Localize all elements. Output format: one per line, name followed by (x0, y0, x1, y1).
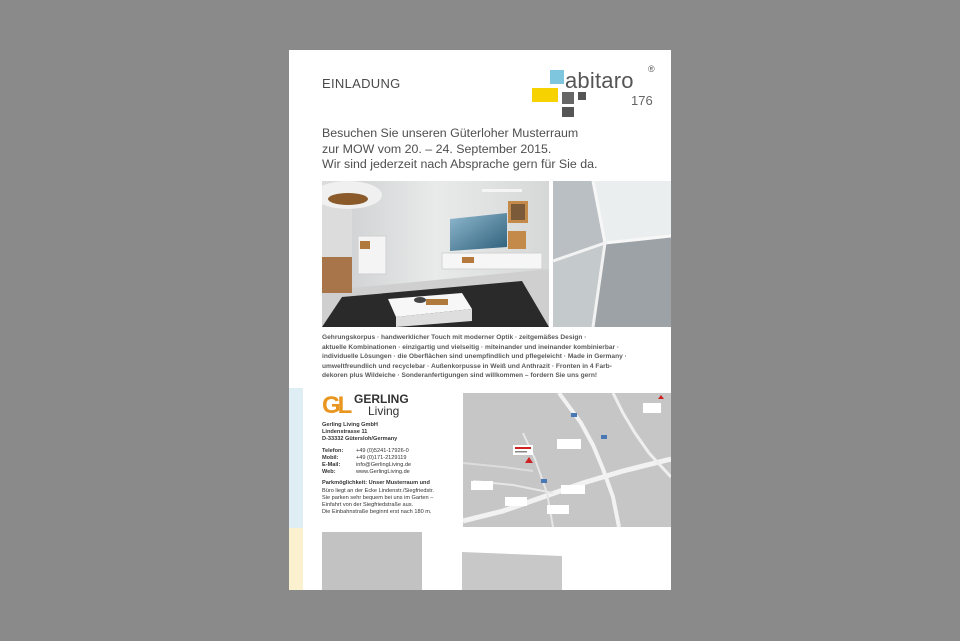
corner-joint-illustration (553, 181, 671, 327)
gerling-subname: Living (368, 404, 400, 418)
gerling-logo-mark: GL (322, 392, 350, 419)
web-row (322, 469, 472, 476)
abitaro-logo (532, 65, 662, 125)
city: D-33332 Gütersloh/Germany (322, 436, 398, 443)
invitation-label: EINLADUNG (322, 76, 401, 91)
headline (322, 126, 662, 173)
gerling-name: GERLING (354, 392, 409, 406)
living-room-illustration (322, 181, 549, 327)
mobile-row (322, 455, 472, 462)
description-line: dekoren plus Wildeiche · Sonderanfertigungen sind willkommen – fordern Sie uns gern! (322, 372, 598, 380)
description-line: umweltfreundlich und recyclebar · Außenkorpusse in Weiß und Anthrazit · Fronten in 4 Farb- (322, 362, 612, 370)
mobile-label: Mobil: (322, 454, 339, 461)
headline-line: zur MOW vom 20. – 24. September 2015. (322, 141, 552, 156)
street: Lindenstrasse 11 (322, 429, 368, 436)
web-label: Web: (322, 469, 336, 476)
email-label: E-Mail: (322, 462, 341, 469)
logo-square-yellow (532, 88, 558, 102)
description-line: Gehrungskorpus · handwerklicher Touch mit moderner Optik · zeitgemäßes Design · (322, 334, 587, 341)
web-link[interactable]: www.GerlingLiving.de (356, 469, 410, 476)
email-link[interactable]: info@GerlingLiving.de (356, 462, 412, 469)
dealer-contact (322, 422, 472, 516)
logo-square-blue (550, 70, 564, 84)
bottom-decor-shapes (322, 532, 667, 590)
invitation-flyer (289, 50, 671, 590)
decor-stripe-yellow (289, 528, 303, 590)
map-illustration (463, 393, 671, 527)
email-row (322, 462, 472, 469)
phone-value[interactable]: +49 (0)5241-17926-0 (356, 447, 409, 454)
description-line: individuelle Lösungen · die Oberflächen sind unempfindlich und pflegeleicht · Made in Germany · (322, 353, 627, 361)
parking-info: Die Einbahnstraße beginnt erst nach 180 m. (322, 509, 432, 516)
detail-photo (553, 181, 671, 327)
location-map[interactable] (463, 393, 671, 527)
parking-info: Büro liegt an der Ecke Lindenstr./Siegfriedstr. (322, 487, 434, 494)
phone-row (322, 448, 472, 455)
description-line: aktuelle Kombinationen · einzigartig und vielseitig · miteinander und ineinander kombinierbar · (322, 343, 620, 351)
living-room-photo (322, 181, 549, 327)
mobile-value[interactable]: +49 (0)171-2129119 (356, 454, 407, 461)
headline-line: Wir sind jederzeit nach Absprache gern für Sie da. (322, 157, 598, 171)
headline-line: Besuchen Sie unseren Güterloher Musterraum (322, 126, 579, 140)
parking-info: Sie parken sehr bequem bei uns im Garten – (322, 494, 434, 501)
company-name: Gerling Living GmbH (322, 422, 378, 428)
brand-number: 176 (631, 93, 653, 108)
product-description (322, 333, 667, 381)
parking-info: Parkmöglichkeit: Unser Musterraum und (322, 480, 430, 487)
parking-info: Einfahrt von der Siegfriedstraße aus. (322, 502, 414, 509)
brand-name: abitaro (565, 68, 634, 93)
decor-stripe-blue (289, 388, 303, 528)
phone-label: Telefon: (322, 447, 344, 454)
logo-square-gray-bottom (562, 107, 574, 117)
registered-mark: ® (648, 64, 655, 74)
gerling-logo (322, 392, 422, 422)
